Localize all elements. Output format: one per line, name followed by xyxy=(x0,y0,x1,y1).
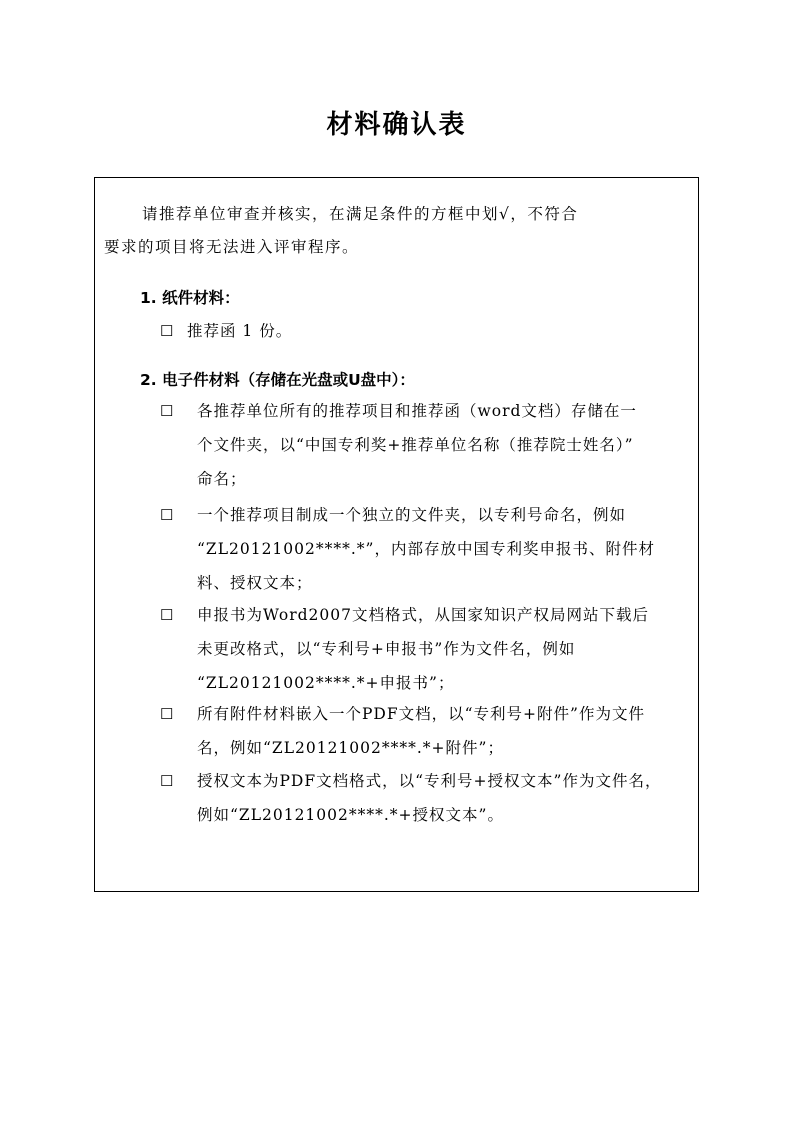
list-item-line: 未更改格式，以“专利号+申报书”作为文件名，例如 xyxy=(197,640,576,658)
list-item xyxy=(197,598,695,700)
checkbox[interactable]: ☐ xyxy=(160,402,174,420)
list-item xyxy=(197,498,695,600)
list-item-line: 授权文本为PDF文档格式，以“专利号+授权文本”作为文件名， xyxy=(197,772,662,790)
section-1-item: 推荐函 1 份。 xyxy=(187,322,293,340)
list-item-line: 所有附件材料嵌入一个PDF文档，以“专利号+附件”作为文件 xyxy=(197,705,645,723)
intro-line-2: 要求的项目将无法进入评审程序。 xyxy=(104,238,360,256)
list-item-line: 各推荐单位所有的推荐项目和推荐函（word文档）存储在一 xyxy=(197,402,637,420)
intro-line-1: 请推荐单位审查并核实，在满足条件的方框中划√，不符合 xyxy=(142,205,579,223)
list-item-line: 例如“ZL20121002****.*+授权文本”。 xyxy=(197,806,504,824)
list-item-line: “ZL20121002****.*+申报书”； xyxy=(197,674,455,692)
checkbox[interactable]: ☐ xyxy=(160,322,174,340)
list-item-line: 一个推荐项目制成一个独立的文件夹，以专利号命名，例如 xyxy=(197,506,627,524)
section-2-heading: 2. 电子件材料（存储在光盘或U盘中）： xyxy=(140,371,415,389)
list-item-line: 名，例如“ZL20121002****.*+附件”； xyxy=(197,739,504,757)
list-item-line: 个文件夹，以“中国专利奖+推荐单位名称（推荐院士姓名）” xyxy=(197,436,634,454)
list-item-line: 料、授权文本； xyxy=(197,574,313,592)
section-1-heading: 1. 纸件材料： xyxy=(140,289,240,307)
list-item xyxy=(197,764,695,832)
page-title: 材料确认表 xyxy=(326,110,467,140)
list-item-line: 命名； xyxy=(197,470,247,488)
checkbox[interactable]: ☐ xyxy=(160,705,174,723)
checkbox[interactable]: ☐ xyxy=(160,606,174,624)
checkbox[interactable]: ☐ xyxy=(160,772,174,790)
list-item-line: 申报书为Word2007文档格式，从国家知识产权局网站下载后 xyxy=(197,606,649,624)
checkbox[interactable]: ☐ xyxy=(160,506,174,524)
list-item-line: “ZL20121002****.*”，内部存放中国专利奖申报书、附件材 xyxy=(197,540,655,558)
list-item xyxy=(197,697,695,765)
list-item xyxy=(197,394,695,496)
